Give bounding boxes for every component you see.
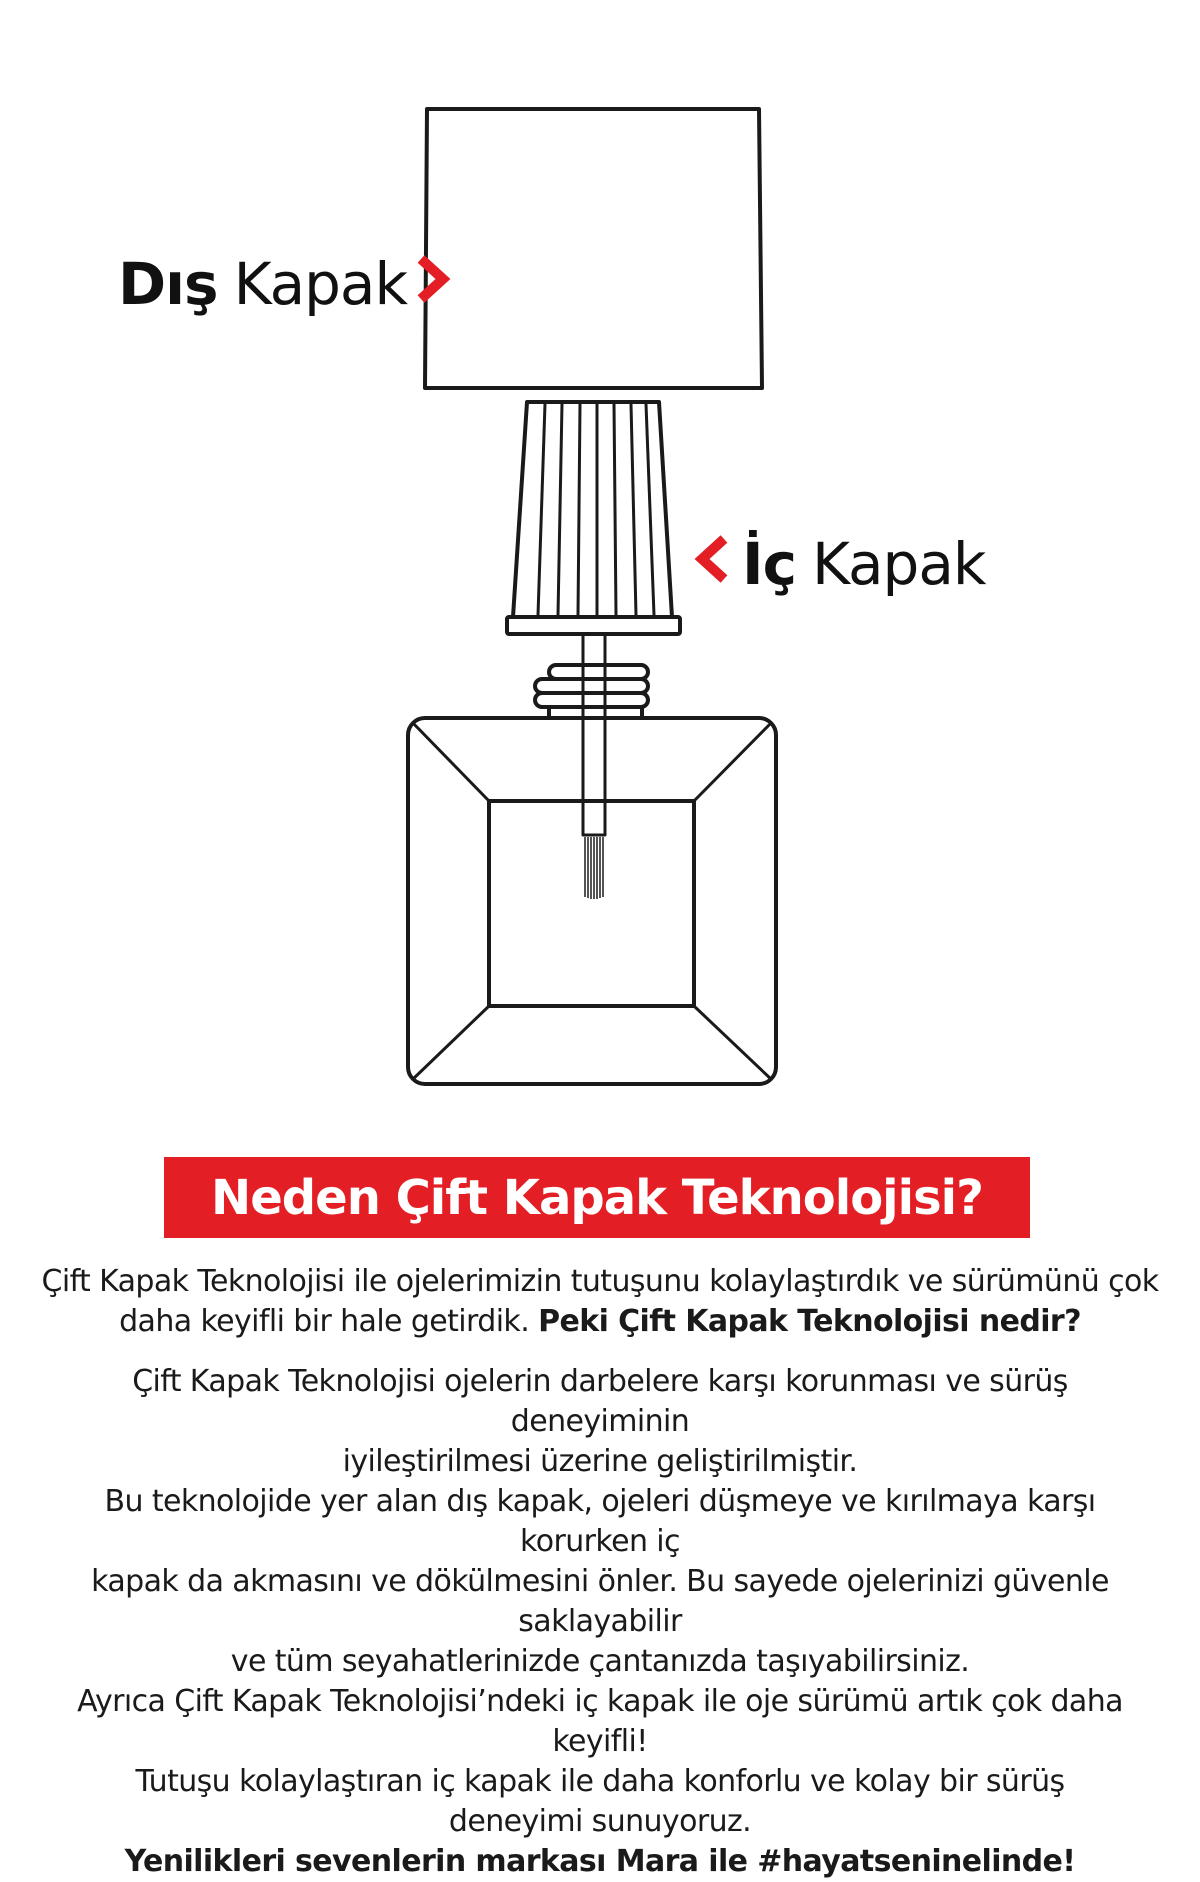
banner-title: Neden Çift Kapak Teknolojisi? [211,1169,983,1226]
bottle-neck-threads [535,665,648,719]
intro-line-2: daha keyifli bir hale getirdik. [119,1304,530,1339]
inner-cap-label-strong: İç [742,530,796,598]
inner-cap-flange [507,617,680,634]
bottle-inner-window [489,801,694,1006]
inner-cap-label-light: Kapak [811,530,986,598]
bottle-facet-lines [412,722,772,1080]
outer-cap [425,109,762,388]
body-line: ve tüm seyahatlerinizde çantanızda taşıyabilirsiniz. [230,1644,970,1679]
outer-cap-label-strong: Dış [118,250,218,318]
outer-cap-label-light: Kapak [233,250,408,318]
inner-cap-label [694,530,985,598]
body-line: kapak da akmasını ve dökülmesini önler. Bu sayede ojelerinizi güvenle saklayabilir [91,1564,1109,1639]
body-line: deneyimi sunuyoruz. [448,1804,752,1839]
intro-paragraph [40,1262,1160,1342]
brush-bristles [585,837,603,899]
body-line: Bu teknolojide yer alan dış kapak, ojeleri düşmeye ve kırılmaya karşı korurken iç [104,1484,1096,1559]
body-line: Çift Kapak Teknolojisi ojelerin darbelere karşı korunması ve sürüş deneyiminin [132,1364,1068,1439]
body-paragraph [40,1362,1160,1882]
chevron-right-icon [415,250,451,318]
intro-question: Peki Çift Kapak Teknolojisi nedir? [538,1304,1081,1339]
intro-line-1: Çift Kapak Teknolojisi ile ojelerimizin tutuşunu kolaylaştırdık ve sürümünü çok [41,1264,1159,1299]
headline-banner [164,1157,1030,1238]
description-text [40,1262,1160,1882]
chevron-left-icon [694,530,730,598]
outer-cap-label [118,250,451,318]
inner-cap-ridges [538,404,654,615]
body-line: iyileştirilmesi üzerine geliştirilmiştir. [342,1444,858,1479]
body-line: Tutuşu kolaylaştıran iç kapak ile daha konforlu ve kolay bir sürüş [135,1764,1065,1799]
closing-slogan: Yenilikleri sevenlerin markası Mara ile #hayatseninelinde! [124,1844,1076,1879]
body-line: Ayrıca Çift Kapak Teknolojisi’ndeki iç kapak ile oje sürümü artık çok daha keyifli! [77,1684,1123,1759]
